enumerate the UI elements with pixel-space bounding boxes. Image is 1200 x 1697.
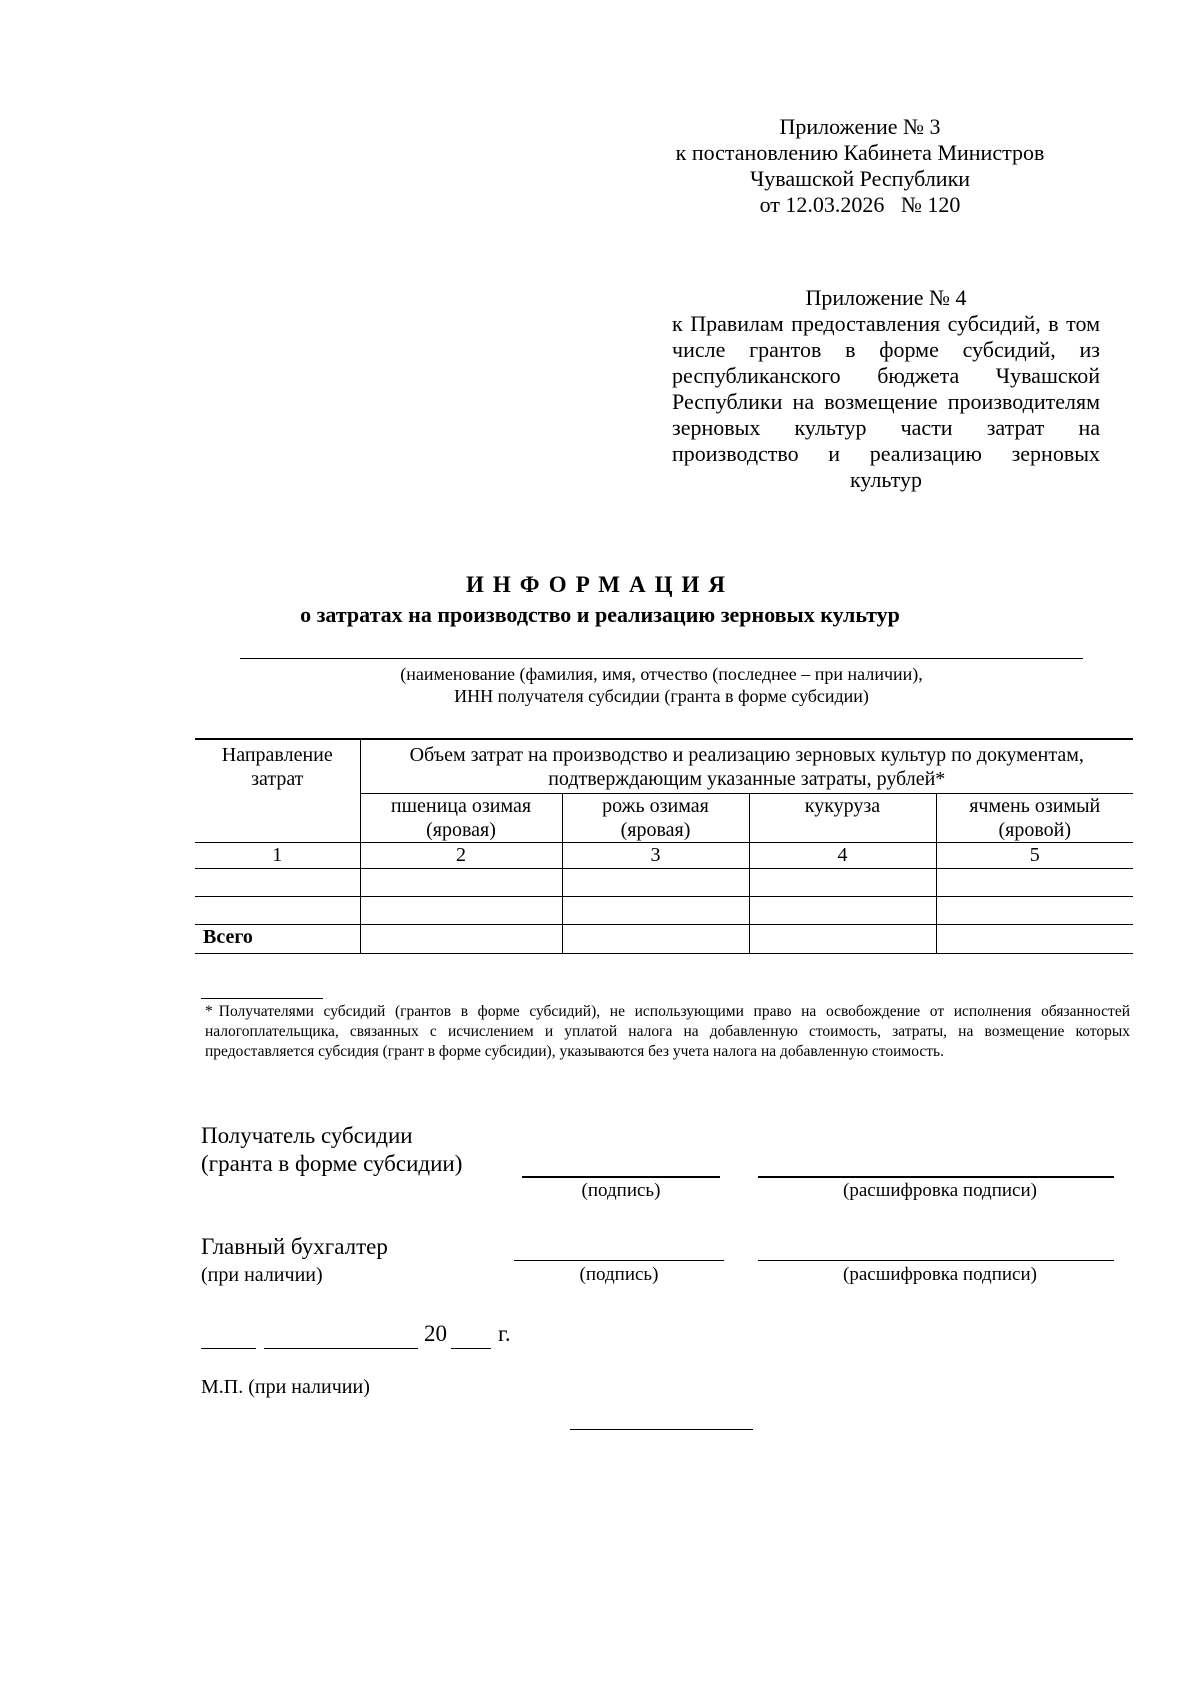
header-crop-barley: ячмень озимый (яровой) <box>936 794 1133 843</box>
accountant-signature-label: Главный бухгалтер <box>201 1234 388 1259</box>
accountant-decoding-caption: (расшифровка подписи) <box>843 1264 1037 1285</box>
recipient-caption-line2: ИНН получателя субсидии (гранта в форме субсидии) <box>454 686 869 706</box>
accountant-optional-note: (при наличии) <box>201 1264 323 1286</box>
table-cell[interactable] <box>360 925 562 954</box>
recipient-caption-line1: (наименование (фамилия, имя, отчество (последнее – при наличии), <box>400 664 923 684</box>
column-number: 2 <box>360 843 562 869</box>
closing-divider <box>570 1429 753 1430</box>
document-title: ИНФОРМАЦИЯ <box>465 572 735 597</box>
header-cost-volume: Объем затрат на производство и реализацию зерновых культур по документам, подтверждающим указанные затраты, рублей* <box>360 739 1133 794</box>
appendix-3-title: Приложение № 3 <box>779 114 941 139</box>
table-cell[interactable] <box>936 897 1133 925</box>
footnote-divider <box>201 998 323 999</box>
accountant-decoding-line[interactable] <box>758 1260 1114 1261</box>
date-month-line[interactable] <box>264 1348 418 1349</box>
document-subtitle: о затратах на производство и реализацию зерновых культур <box>300 602 900 627</box>
date-day-line[interactable] <box>201 1348 256 1349</box>
table-cell[interactable] <box>562 925 749 954</box>
table-cell[interactable] <box>936 869 1133 897</box>
appendix-3-header <box>620 114 1100 218</box>
appendix-4-text: к Правилам предоставления субсидий, в том числе грантов в форме субсидий, из республиканского бюджета Чувашской Республики на возмещение производителям зерновых культур части затрат на производство и реализацию зерновых культур <box>672 311 1100 492</box>
column-number: 5 <box>936 843 1133 869</box>
table-cell[interactable] <box>749 869 936 897</box>
header-crop-wheat: пшеница озимая (яровая) <box>360 794 562 843</box>
accountant-signature-caption: (подпись) <box>579 1264 659 1285</box>
table-cell[interactable] <box>562 869 749 897</box>
table-cell[interactable] <box>360 869 562 897</box>
table-cell[interactable] <box>936 925 1133 954</box>
table-cell[interactable] <box>562 897 749 925</box>
recipient-signature-caption: (подпись) <box>581 1180 661 1201</box>
accountant-signature-line[interactable] <box>514 1260 724 1261</box>
header-crop-corn: кукуруза <box>749 794 936 843</box>
column-number: 1 <box>195 843 360 869</box>
total-row <box>195 925 1133 954</box>
table-cell[interactable] <box>195 869 360 897</box>
recipient-caption <box>240 663 1083 707</box>
recipient-label-line2: (гранта в форме субсидии) <box>201 1151 463 1176</box>
date-year-suffix: г. <box>498 1321 511 1346</box>
recipient-signature-label <box>201 1122 462 1178</box>
table-cell[interactable] <box>749 925 936 954</box>
column-number: 3 <box>562 843 749 869</box>
header-cost-direction: Направление затрат <box>195 739 360 843</box>
appendix-4-header <box>672 285 1100 493</box>
table-row <box>195 869 1133 897</box>
table-cell[interactable] <box>360 897 562 925</box>
total-label: Всего <box>195 925 360 954</box>
footnote <box>205 1002 1130 1062</box>
costs-table <box>195 738 1133 954</box>
recipient-decoding-line[interactable] <box>758 1176 1114 1178</box>
table-cell[interactable] <box>195 897 360 925</box>
footnote-mark: * <box>205 1003 213 1020</box>
date-year-line[interactable] <box>451 1348 491 1349</box>
appendix-3-line2: к постановлению Кабинета Министров <box>675 140 1045 165</box>
recipient-signature-line[interactable] <box>522 1176 720 1178</box>
appendix-3-line3: Чувашской Республики <box>749 166 971 191</box>
stamp-place: М.П. (при наличии) <box>201 1376 370 1398</box>
appendix-4-title: Приложение № 4 <box>805 285 967 310</box>
recipient-label-line1: Получатель субсидии <box>201 1123 413 1148</box>
table-cell[interactable] <box>749 897 936 925</box>
table-row <box>195 897 1133 925</box>
appendix-3-date: от 12.03.2026 № 120 <box>759 192 961 217</box>
header-crop-rye: рожь озимая (яровая) <box>562 794 749 843</box>
column-number: 4 <box>749 843 936 869</box>
footnote-text: Получателями субсидий (грантов в форме субсидий), не использующими право на освобождение от исполнения обязанностей налогоплательщика, связанных с исчислением и уплатой налога на добавленную стоимость, затраты, на возмещение которых предоставляется субсидия (грант в форме субсидии), указываются без учета налога на добавленную стоимость. <box>205 1003 1130 1060</box>
date-year-prefix: 20 <box>424 1321 447 1346</box>
recipient-decoding-caption: (расшифровка подписи) <box>843 1180 1037 1201</box>
recipient-name-line[interactable] <box>240 658 1083 659</box>
